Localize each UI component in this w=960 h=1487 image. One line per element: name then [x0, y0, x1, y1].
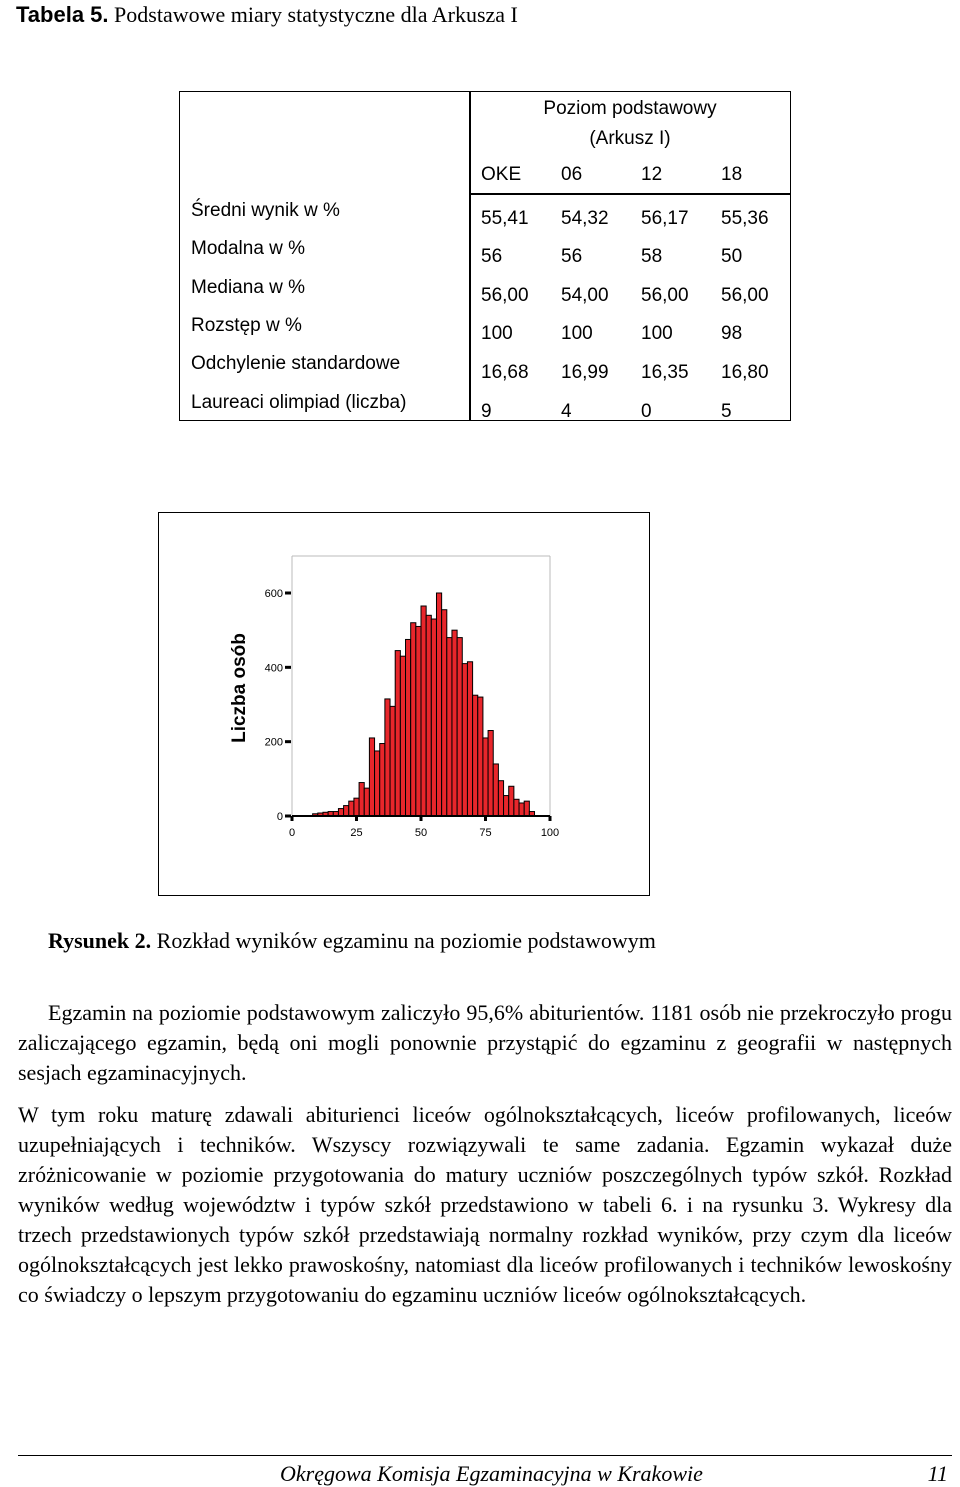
row-label: Mediana w % [191, 277, 306, 298]
histogram-bar [411, 623, 416, 816]
table-cell: 56,00 [481, 285, 529, 306]
table-cell: 56,00 [721, 285, 769, 306]
row-label: Odchylenie standardowe [191, 353, 401, 374]
table-cell: 50 [721, 246, 743, 267]
table-cell: 56,00 [641, 285, 689, 306]
histogram-bar [442, 610, 447, 816]
x-tick-label: 25 [350, 827, 363, 839]
histogram-bar [447, 638, 452, 816]
histogram-bar [504, 796, 509, 816]
histogram-bar [375, 751, 380, 816]
histogram-svg [159, 513, 649, 895]
row-label: Laureaci olimpiad (liczba) [191, 392, 407, 413]
histogram-bar [385, 699, 390, 816]
histogram-bar [462, 664, 467, 816]
y-tick-label: 200 [264, 736, 283, 749]
paragraph-1: Egzamin na poziomie podstawowym zaliczyło 95,6% abiturientów. 1181 osób nie przekroczyło progu zaliczającego egzamin, będą oni mogli ponownie przystąpić do egzaminu z geografii w następnych sesjach egzaminacyjnych. [18, 1000, 952, 1085]
histogram-bar [493, 764, 498, 816]
column-header: 06 [561, 164, 583, 185]
histogram-bar [400, 656, 405, 816]
footer-text: Okręgowa Komisja Egzaminacyjna w Krakowie [280, 1461, 703, 1486]
table-cell: 56 [561, 246, 583, 267]
histogram-bar [467, 662, 472, 816]
histogram-bar [483, 738, 488, 816]
table-cell: 58 [641, 246, 663, 267]
histogram-bar [478, 697, 483, 816]
table-cell: 54,32 [561, 208, 609, 229]
footer-rule [18, 1455, 952, 1456]
figure-caption [48, 928, 656, 954]
table-cell: 9 [481, 401, 492, 422]
table-divider-horizontal [469, 193, 791, 195]
histogram-bar [488, 731, 493, 816]
histogram-bar [524, 801, 529, 816]
y-axis-label: Liczba osób [229, 633, 250, 743]
table-cell: 56,17 [641, 208, 689, 229]
histogram-bar [416, 626, 421, 816]
x-tick-label: 0 [288, 827, 296, 839]
histogram-bar [473, 695, 478, 816]
table-caption-label: Tabela 5. [16, 2, 109, 27]
row-label: Średni wynik w % [191, 200, 340, 221]
table-cell: 0 [641, 401, 652, 422]
y-tick-label: 400 [264, 662, 283, 675]
column-header: OKE [481, 164, 522, 185]
figure-caption-text: Rozkład wyników egzaminu na poziomie podstawowym [156, 928, 656, 953]
y-tick-label: 0 [276, 811, 283, 823]
x-tick-label: 50 [414, 827, 428, 839]
x-tick-label: 100 [540, 827, 560, 839]
table-cell: 5 [721, 401, 732, 422]
table-cell: 55,41 [481, 208, 529, 229]
y-tick-label: 600 [264, 588, 283, 600]
table-header-line2: (Arkusz I) [589, 128, 671, 149]
x-tick-label: 75 [479, 827, 492, 839]
histogram-bar [338, 809, 343, 816]
paragraph-2: W tym roku maturę zdawali abiturienci liceów ogólnokształcących, liceów profilowanych, liceów uzupełniających i techników. Wszyscy rozwiązywali te same zadania. Egzamin wykazał duże zróżnicowanie w poziomie przygotowania do matury uczniów poszczególnych typów szkół. Rozkład wyników według województw i typów szkół przedstawiono w tabeli 6. i na rysunku 3. Wykresy dla trzech przedstawionych typów szkół przedstawiają normalny rozkład wyników, przy czym dla liceów ogólnokształcących jest lekko prawoskośny, natomiast dla liceów profilowanych i techników lewoskośny co świadczy o lepszym przygotowaniu do egzaminu uczniów liceów ogólnokształcących. [18, 1102, 952, 1307]
histogram-bar [395, 651, 400, 816]
table-cell: 16,99 [561, 362, 609, 383]
table-cell: 16,68 [481, 362, 529, 383]
histogram-bar [436, 593, 441, 816]
histogram-bar [431, 619, 436, 816]
table-header-line1: Poziom podstawowy [543, 98, 717, 119]
table-cell: 16,80 [721, 362, 769, 383]
histogram-bar [359, 783, 364, 816]
column-header: 18 [721, 164, 743, 185]
histogram-bar [514, 799, 519, 816]
histogram-bar [457, 638, 462, 816]
table-caption [16, 2, 518, 28]
table-cell: 98 [721, 323, 743, 344]
table-cell: 54,00 [561, 285, 609, 306]
table-cell: 16,35 [641, 362, 689, 383]
histogram-bar [369, 738, 374, 816]
histogram-bar [344, 806, 349, 816]
figure-caption-label: Rysunek 2. [48, 928, 152, 953]
histogram-bar [380, 744, 385, 816]
histogram-chart [158, 512, 650, 896]
histogram-bar [498, 781, 503, 816]
table-cell: 100 [641, 323, 673, 344]
histogram-bar [364, 788, 369, 816]
histogram-bar [426, 615, 431, 816]
row-label: Rozstęp w % [191, 315, 302, 336]
table-cell: 55,36 [721, 208, 769, 229]
table-cell: 56 [481, 246, 503, 267]
column-header: 12 [641, 164, 663, 185]
histogram-bar [354, 798, 359, 816]
histogram-bar [452, 630, 457, 816]
histogram-bar [349, 801, 354, 816]
page-number: 11 [927, 1461, 948, 1486]
table-cell: 4 [561, 401, 572, 422]
table-cell: 100 [481, 323, 513, 344]
table-caption-title: Podstawowe miary statystyczne dla Arkusza I [114, 2, 518, 27]
histogram-bar [519, 803, 524, 816]
histogram-bar [509, 786, 514, 816]
histogram-bar [406, 639, 411, 816]
table-cell: 100 [561, 323, 593, 344]
stats-table [179, 91, 791, 421]
histogram-bar [390, 706, 395, 816]
row-label: Modalna w % [191, 238, 306, 259]
histogram-bar [421, 606, 426, 816]
